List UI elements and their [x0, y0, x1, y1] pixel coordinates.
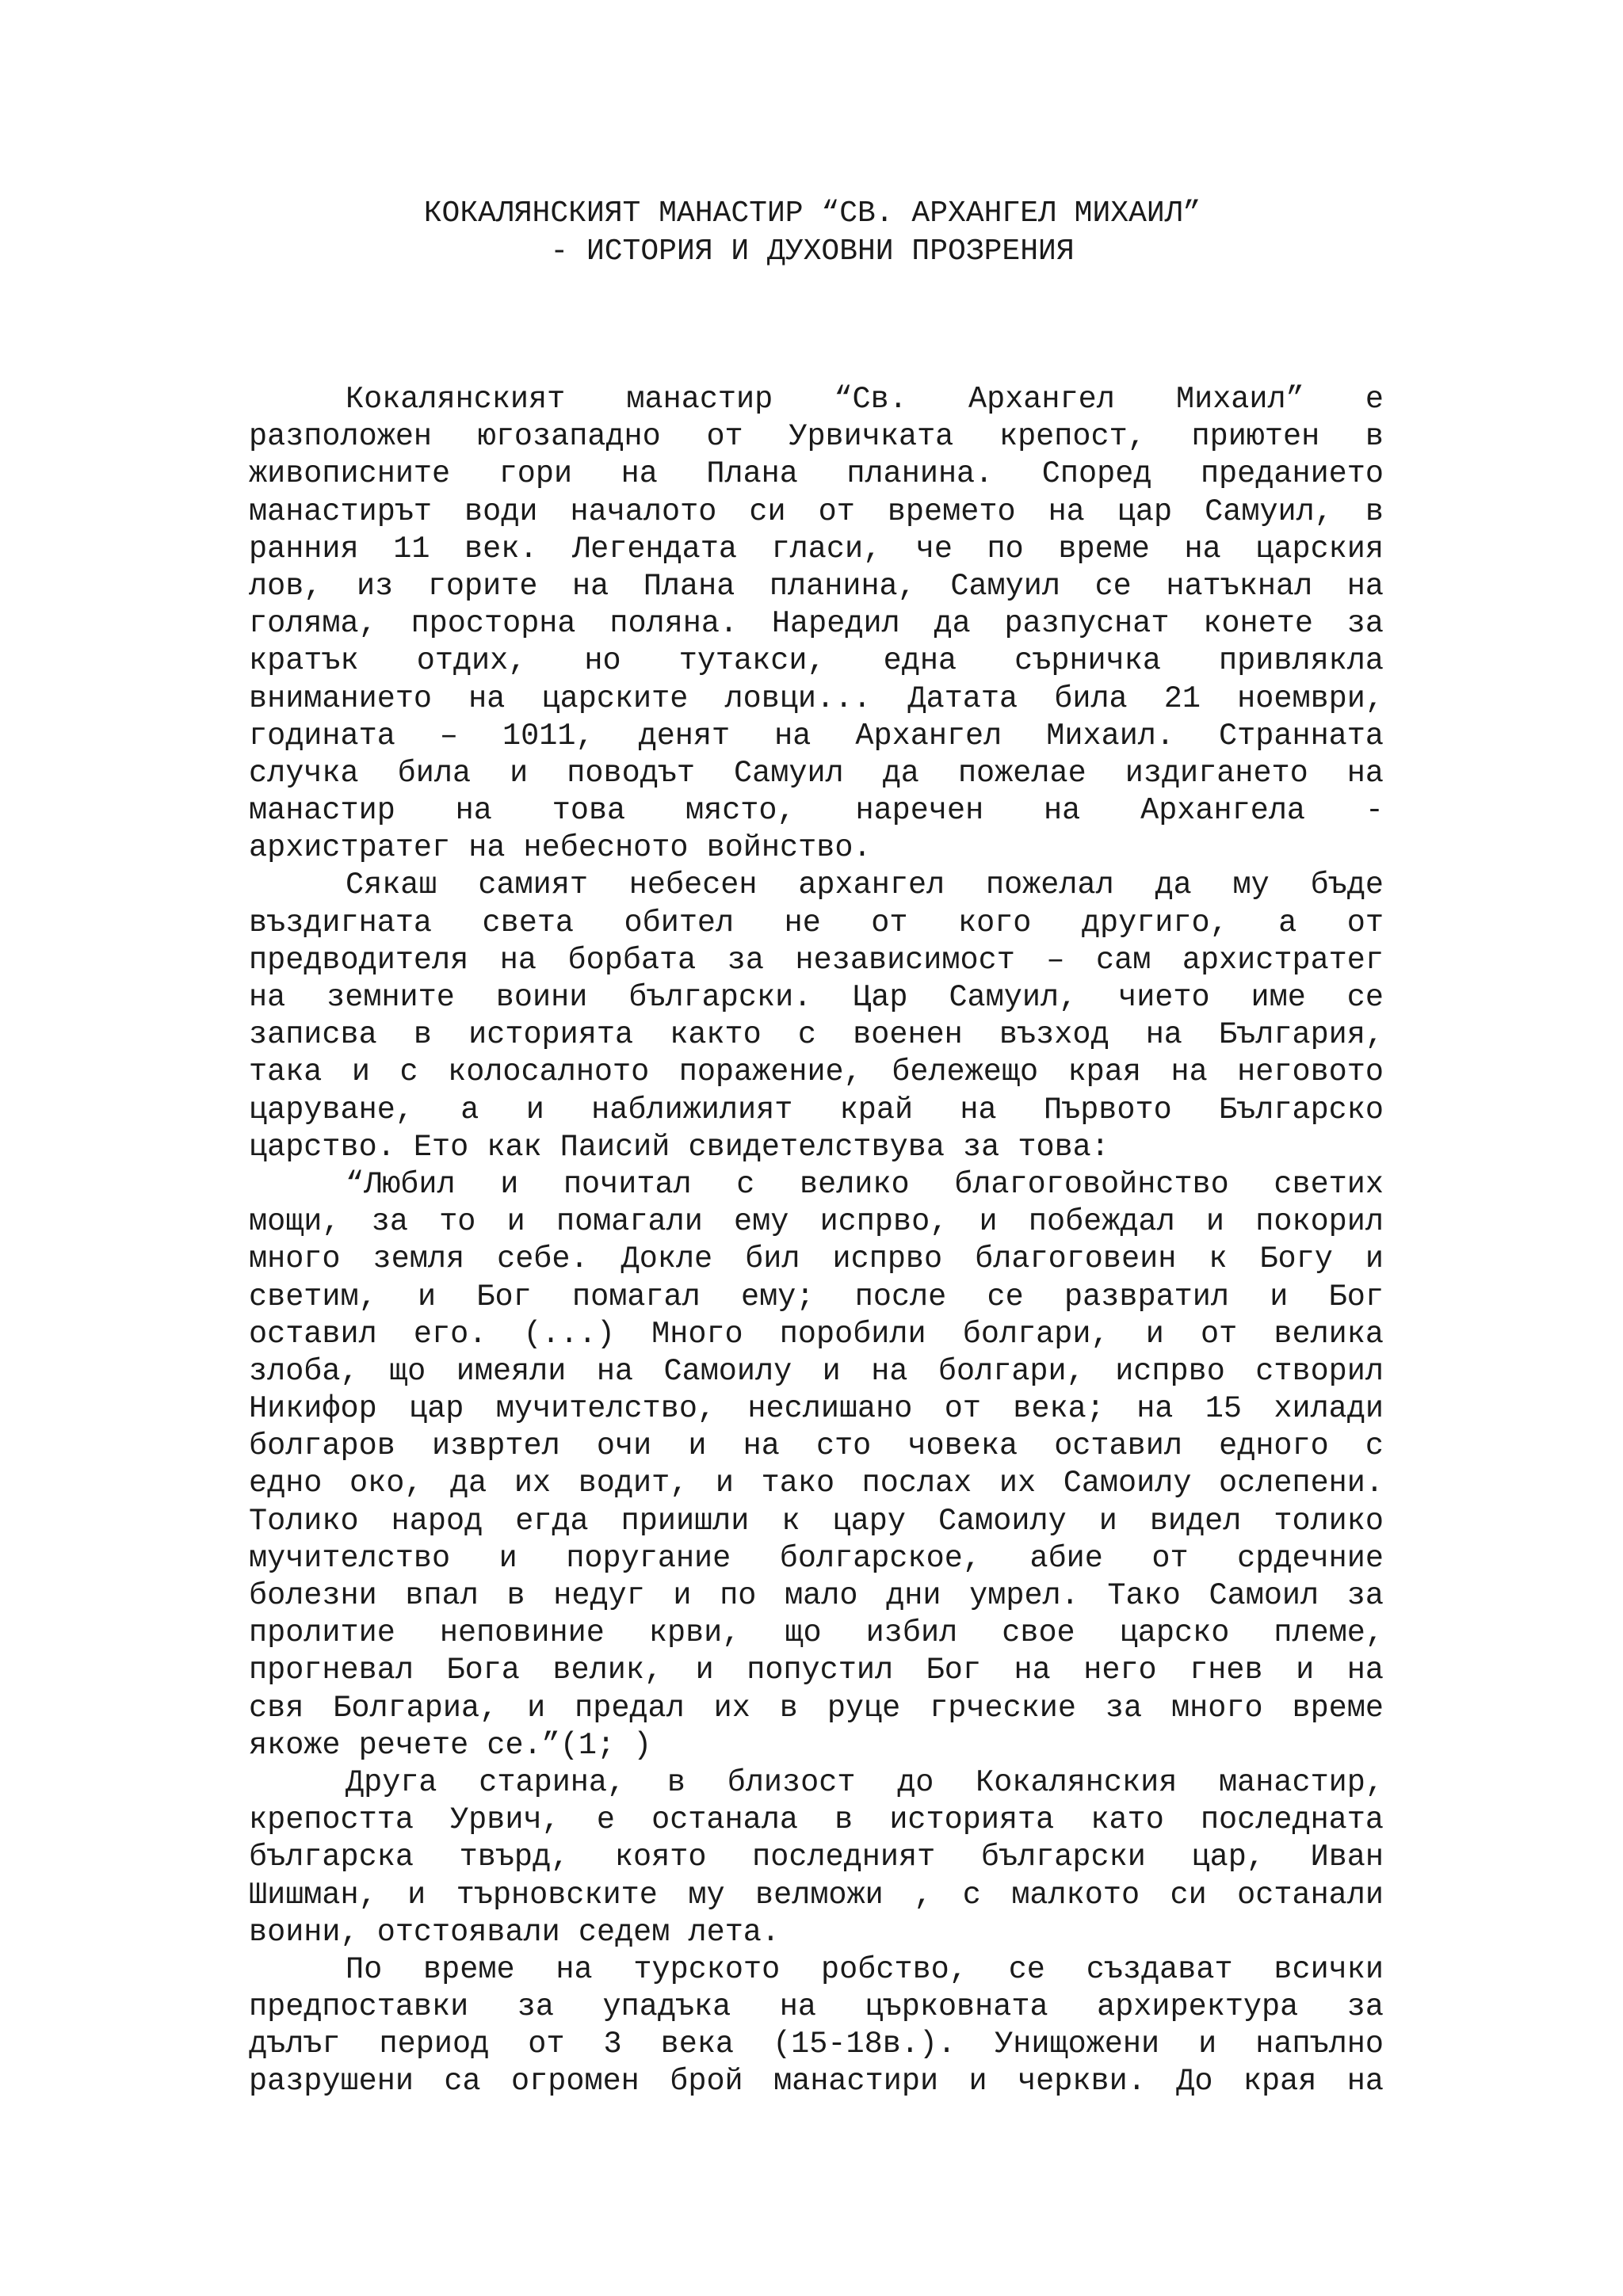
text-line: случка била и поводът Самуил да пожелае издигането на [249, 755, 1384, 791]
text-line: разположен югозападно от Урвичката крепост, приютен в [249, 419, 1384, 455]
text-line: болгаров извртел очи и на сто човека оставил едного с [249, 1428, 1384, 1464]
paragraph [249, 867, 1384, 1166]
text-line: прогневал Бога велик, и попустил Бог на него гнев и на [249, 1653, 1384, 1688]
text-line: архистратег на небесното войнство. [249, 830, 872, 866]
paragraph [249, 1166, 1384, 1764]
text-line: дълъг период от 3 века (15-18в.). Унищожени и напълно [249, 2027, 1384, 2062]
text-line: предводителя на борбата за независимост – сам архистратег [249, 942, 1384, 978]
text-line: на земните воини български. Цар Самуил, чието име се [249, 980, 1384, 1015]
text-line: светим, и Бог помагал ему; после се развратил и Бог [249, 1279, 1384, 1314]
text-line: болезни впал в недуг и по мало дни умрел. Тако Самоил за [249, 1578, 1384, 1613]
text-line: манастирът води началото си от времето на цар Самуил, в [249, 494, 1384, 529]
text-line: кратък отдих, но тутакси, една сърничка привлякла [249, 643, 1384, 679]
text-line: манастир на това място, наречен на Архангела - [249, 793, 1384, 829]
title-line-1: КОКАЛЯНСКИЯТ МАНАСТИР “СВ. АРХАНГЕЛ МИХАИЛ” [423, 196, 1201, 231]
text-line: царство. Ето как Паисий свидетелствува за това: [249, 1129, 1109, 1165]
text-line: Друга старина, в близост до Кокалянския манастир, [346, 1764, 1384, 1800]
text-line: “Любил и почитал с велико благоговойнство светих [346, 1166, 1384, 1202]
text-line: царуване, а и наближилият край на Първото Българско [249, 1092, 1384, 1127]
title-line-2: - ИСТОРИЯ И ДУХОВНИ ПРОЗРЕНИЯ [550, 235, 1075, 269]
text-line: предпоставки за упадъка на църковната архиректура за [249, 1989, 1384, 2025]
text-line: свя Болгариа, и предал их в руце грческие за много време [249, 1690, 1384, 1726]
text-line: пролитие неповиние крви, що избил свое царско племе, [249, 1615, 1384, 1651]
paragraph [249, 1951, 1384, 2101]
text-line: Кокалянският манастир “Св. Архангел Михаил” е [346, 382, 1384, 417]
text-line: лов, из горите на Плана планина, Самуил се натъкнал на [249, 568, 1384, 604]
text-line: оставил его. (...) Много поробили болгари, и от велика [249, 1316, 1384, 1352]
document-title [246, 195, 1379, 271]
text-line: Толико народ егда приишли к цару Самоилу и видел толико [249, 1503, 1384, 1539]
text-line: едно око, да их водит, и тако послах их Самоилу ослепени. [249, 1466, 1384, 1501]
text-line: така и с колосалното поражение, бележещо края на неговото [249, 1055, 1384, 1090]
paragraph [249, 381, 1384, 867]
text-line: злоба, що имеяли на Самоилу и на болгари, испрво створил [249, 1353, 1384, 1389]
document-body [249, 381, 1384, 2101]
text-line: воини, отстоявали седем лета. [249, 1914, 781, 1950]
text-line: Никифор цар мучителство, неслишано от века; на 15 хилади [249, 1391, 1384, 1427]
paragraph [249, 1764, 1384, 1951]
text-line: Шишман, и търновските му велможи , с малкото си останали [249, 1877, 1384, 1913]
text-line: много земля себе. Докле бил испрво благоговеин к Богу и [249, 1241, 1384, 1277]
text-line: разрушени са огромен брой манастири и черкви. До края на [249, 2064, 1384, 2100]
text-line: ранния 11 век. Легендата гласи, че по време на царския [249, 531, 1384, 566]
text-line: живописните гори на Плана планина. Според преданието [249, 456, 1384, 492]
text-line: крепостта Урвич, е останала в историята като последната [249, 1802, 1384, 1838]
text-line: голяма, просторна поляна. Наредил да разпуснат конете за [249, 606, 1384, 642]
text-line: въздигната света обител не от кого другиго, а от [249, 905, 1384, 940]
text-line: годината – 1011, денят на Архангел Михаил. Странната [249, 718, 1384, 753]
text-line: мучителство и поругание болгарское, абие от срдечние [249, 1540, 1384, 1576]
text-line: По време на турското робство, се създават всички [346, 1951, 1384, 1987]
text-line: записва в историята както с военен възход на България, [249, 1017, 1384, 1053]
text-line: мощи, за то и помагали ему испрво, и побеждал и покорил [249, 1204, 1384, 1240]
text-line: Сякаш самият небесен архангел пожелал да му бъде [346, 868, 1384, 903]
text-line: българска твърд, която последният български цар, Иван [249, 1840, 1384, 1875]
text-line: вниманието на царските ловци... Датата била 21 ноември, [249, 681, 1384, 716]
text-line: якоже речете се.”(1; ) [249, 1727, 652, 1763]
